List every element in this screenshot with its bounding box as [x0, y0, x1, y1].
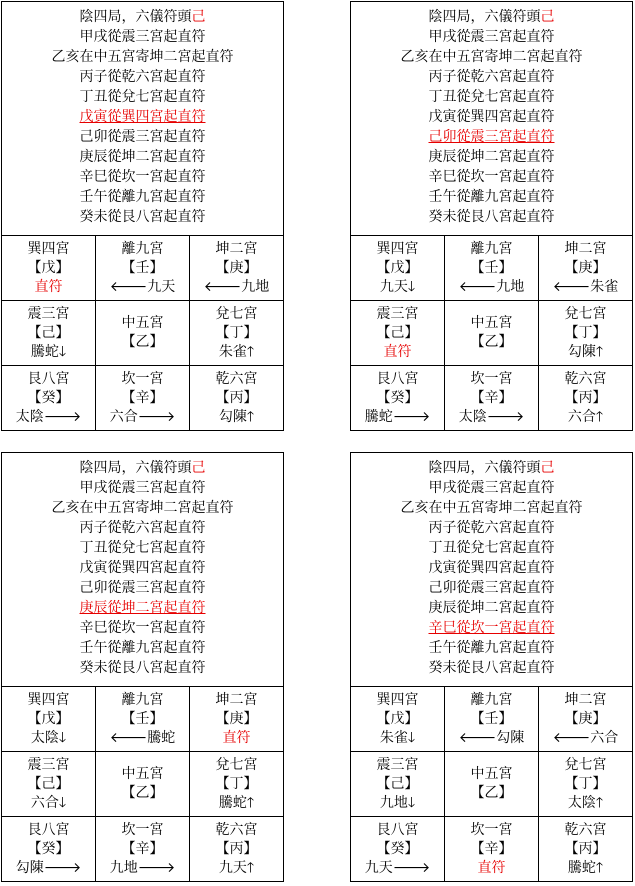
- rule-text: 丙子從乾六宮起直符: [79, 69, 206, 85]
- qimen-chart-panel: [1, 1, 284, 431]
- palace-cell: [190, 817, 283, 881]
- palace-name: 坎一宮: [121, 370, 164, 387]
- palace-cell: [190, 366, 283, 430]
- heaven-stem: 【癸】: [376, 389, 419, 406]
- palace-name: 離九宮: [121, 691, 164, 708]
- palace-cell: [539, 301, 632, 366]
- palace-name: 震三宮: [27, 305, 70, 322]
- rule-text: 丁丑從兌七宮起直符: [428, 540, 555, 556]
- rule-text: 丁丑從兌七宮起直符: [79, 89, 206, 105]
- palace-name: 坤二宮: [564, 691, 607, 708]
- duty-symbol-label: 直符: [477, 859, 506, 876]
- rule-line: [2, 618, 283, 638]
- rule-text: 辛巳從坎一宮起直符: [79, 169, 206, 185]
- duty-symbol-label: 直符: [34, 278, 63, 295]
- heaven-stem: 【辛】: [121, 389, 164, 406]
- palace-name: 坤二宮: [215, 240, 258, 257]
- heaven-stem: 【戊】: [376, 710, 419, 727]
- palace-cell: [190, 752, 283, 817]
- rule-line: [351, 107, 632, 127]
- palace-cell: [2, 236, 96, 301]
- palace-name: 艮八宮: [27, 370, 70, 387]
- spirit-label: 太陰🡒: [458, 408, 525, 425]
- heaven-stem: 【己】: [376, 324, 419, 341]
- palace-name: 兌七宮: [564, 305, 607, 322]
- title-prefix: 陰四局，六儀符頭: [79, 9, 192, 25]
- rule-text: 己卯從震三宮起直符: [79, 580, 206, 596]
- palace-name: 乾六宮: [215, 370, 258, 387]
- spirit-label: 九地🡒: [109, 859, 176, 876]
- rule-line: [2, 147, 283, 167]
- palace-name: 艮八宮: [376, 370, 419, 387]
- rule-text: 丁丑從兌七宮起直符: [79, 540, 206, 556]
- heaven-stem: 【庚】: [215, 259, 258, 276]
- palace-cell: [539, 236, 632, 301]
- title-head-stem: 己: [540, 460, 555, 476]
- chart-title: [2, 7, 283, 27]
- rule-line: [351, 558, 632, 578]
- heaven-stem: 【庚】: [215, 710, 258, 727]
- rule-line: [2, 187, 283, 207]
- heaven-stem: 【丁】: [564, 324, 607, 341]
- spirit-label: 🡐九地: [203, 278, 270, 295]
- spirit-label: 朱雀🡓: [379, 729, 416, 746]
- palace-name: 坎一宮: [121, 821, 164, 838]
- palace-cell: [351, 752, 445, 817]
- spirit-label: 太陰🡓: [30, 729, 67, 746]
- palace-name: 離九宮: [121, 240, 164, 257]
- rule-line: [2, 67, 283, 87]
- title-head-stem: 己: [191, 9, 206, 25]
- palace-cell: [96, 301, 190, 366]
- palace-grid: [351, 687, 632, 881]
- rule-text: 己卯從震三宮起直符: [428, 580, 555, 596]
- rule-line: [2, 558, 283, 578]
- title-head-stem: 己: [191, 460, 206, 476]
- palace-name: 中五宮: [121, 766, 164, 782]
- palace-grid: [351, 236, 632, 430]
- palace-cell: [2, 752, 96, 817]
- rule-text: 丙子從乾六宮起直符: [428, 520, 555, 536]
- chart-title: [2, 458, 283, 478]
- spirit-label: 騰蛇🡑: [218, 794, 255, 811]
- palace-name: 兌七宮: [564, 756, 607, 773]
- rule-text: 戊寅從巽四宮起直符: [428, 109, 555, 125]
- spirit-label: 🡐九天: [109, 278, 176, 295]
- palace-cell: [96, 752, 190, 817]
- palace-name: 離九宮: [470, 691, 513, 708]
- heaven-stem: 【戊】: [27, 710, 70, 727]
- spirit-label: 六合🡑: [567, 408, 604, 425]
- title-head-stem: 己: [540, 9, 555, 25]
- rule-text: 癸未從艮八宮起直符: [428, 660, 555, 676]
- palace-cell: [190, 687, 283, 752]
- rule-line: [351, 638, 632, 658]
- rule-line: [351, 658, 632, 678]
- spirit-label: 🡐騰蛇: [109, 729, 176, 746]
- palace-name: 坎一宮: [470, 370, 513, 387]
- spirit-label: 🡐勾陳: [458, 729, 525, 746]
- palace-name: 巽四宮: [27, 691, 70, 708]
- rule-text: 辛巳從坎一宮起直符: [428, 169, 555, 185]
- heaven-stem: 【乙】: [121, 785, 164, 801]
- rule-line: [2, 538, 283, 558]
- rule-text: 庚辰從坤二宮起直符: [79, 149, 206, 165]
- rule-text: 壬午從離九宮起直符: [428, 640, 555, 656]
- rule-line: [351, 578, 632, 598]
- heaven-stem: 【丙】: [215, 389, 258, 406]
- rule-line: [351, 127, 632, 147]
- palace-cell: [2, 687, 96, 752]
- palace-cell: [2, 817, 96, 881]
- spirit-label: 勾陳🡑: [218, 408, 255, 425]
- rule-line: [2, 578, 283, 598]
- heaven-stem: 【癸】: [376, 840, 419, 857]
- palace-cell: [96, 236, 190, 301]
- palace-name: 兌七宮: [215, 756, 258, 773]
- rule-line: [2, 658, 283, 678]
- rule-line: [351, 538, 632, 558]
- rule-line: [351, 87, 632, 107]
- spirit-label: 九天🡓: [379, 278, 416, 295]
- spirit-label: 太陰🡒: [15, 408, 82, 425]
- palace-cell: [351, 236, 445, 301]
- rule-text: 癸未從艮八宮起直符: [428, 209, 555, 225]
- rule-text: 丙子從乾六宮起直符: [428, 69, 555, 85]
- rule-text: 戊寅從巽四宮起直符: [428, 560, 555, 576]
- palace-grid: [2, 687, 283, 881]
- palace-cell: [445, 301, 539, 366]
- palace-name: 中五宮: [470, 766, 513, 782]
- rule-line: [351, 67, 632, 87]
- palace-cell: [351, 301, 445, 366]
- palace-name: 坤二宮: [564, 240, 607, 257]
- spirit-label: 九地🡓: [379, 794, 416, 811]
- palace-name: 乾六宮: [564, 370, 607, 387]
- highlighted-rule-text: 庚辰從坤二宮起直符: [79, 600, 206, 616]
- heaven-stem: 【戊】: [376, 259, 419, 276]
- rule-line: [2, 87, 283, 107]
- rule-line: [351, 47, 632, 67]
- rule-line: [2, 498, 283, 518]
- heaven-stem: 【壬】: [470, 259, 513, 276]
- palace-name: 中五宮: [470, 315, 513, 331]
- rule-line: [2, 598, 283, 618]
- palace-cell: [539, 752, 632, 817]
- heaven-stem: 【乙】: [470, 785, 513, 801]
- title-prefix: 陰四局，六儀符頭: [428, 9, 541, 25]
- spirit-label: 勾陳🡒: [15, 859, 82, 876]
- heaven-stem: 【乙】: [121, 334, 164, 350]
- palace-cell: [96, 366, 190, 430]
- palace-name: 巽四宮: [376, 691, 419, 708]
- palace-cell: [2, 366, 96, 430]
- rule-line: [351, 518, 632, 538]
- spirit-label: 騰蛇🡑: [567, 859, 604, 876]
- rule-text: 丙子從乾六宮起直符: [79, 520, 206, 536]
- heaven-stem: 【丙】: [564, 389, 607, 406]
- title-prefix: 陰四局，六儀符頭: [79, 460, 192, 476]
- palace-name: 坎一宮: [470, 821, 513, 838]
- heaven-stem: 【己】: [376, 775, 419, 792]
- palace-cell: [351, 366, 445, 430]
- heaven-stem: 【丙】: [215, 840, 258, 857]
- rule-line: [2, 518, 283, 538]
- palace-cell: [539, 817, 632, 881]
- heaven-stem: 【己】: [27, 775, 70, 792]
- heaven-stem: 【戊】: [27, 259, 70, 276]
- heaven-stem: 【癸】: [27, 840, 70, 857]
- rule-text: 乙亥在中五宮寄坤二宮起直符: [400, 49, 583, 65]
- palace-name: 中五宮: [121, 315, 164, 331]
- chart-title: [351, 7, 632, 27]
- rule-line: [351, 167, 632, 187]
- palace-name: 震三宮: [27, 756, 70, 773]
- palace-grid: [2, 236, 283, 430]
- palace-cell: [96, 817, 190, 881]
- palace-cell: [445, 817, 539, 881]
- palace-name: 乾六宮: [564, 821, 607, 838]
- rule-text: 甲戌從震三宮起直符: [428, 480, 555, 496]
- heaven-stem: 【庚】: [564, 259, 607, 276]
- palace-name: 震三宮: [376, 305, 419, 322]
- panel-header: [2, 2, 283, 236]
- rule-line: [2, 127, 283, 147]
- rule-text: 癸未從艮八宮起直符: [79, 660, 206, 676]
- rule-text: 庚辰從坤二宮起直符: [428, 149, 555, 165]
- rule-line: [351, 187, 632, 207]
- rule-text: 辛巳從坎一宮起直符: [79, 620, 206, 636]
- palace-cell: [445, 752, 539, 817]
- rule-line: [351, 27, 632, 47]
- highlighted-rule-text: 辛巳從坎一宮起直符: [428, 620, 555, 636]
- spirit-label: 九天🡑: [218, 859, 255, 876]
- spirit-label: 騰蛇🡓: [30, 343, 67, 360]
- heaven-stem: 【辛】: [121, 840, 164, 857]
- rule-text: 甲戌從震三宮起直符: [428, 29, 555, 45]
- palace-cell: [539, 366, 632, 430]
- spirit-label: 六合🡒: [109, 408, 176, 425]
- rule-text: 癸未從艮八宮起直符: [79, 209, 206, 225]
- spirit-label: 朱雀🡑: [218, 343, 255, 360]
- rule-text: 丁丑從兌七宮起直符: [428, 89, 555, 105]
- rule-line: [351, 598, 632, 618]
- rule-text: 己卯從震三宮起直符: [79, 129, 206, 145]
- heaven-stem: 【庚】: [564, 710, 607, 727]
- heaven-stem: 【丁】: [564, 775, 607, 792]
- spirit-label: 九天🡒: [364, 859, 431, 876]
- spirit-label: 🡐九地: [458, 278, 525, 295]
- heaven-stem: 【辛】: [470, 389, 513, 406]
- rule-text: 壬午從離九宮起直符: [79, 189, 206, 205]
- panel-header: [2, 453, 283, 687]
- palace-name: 艮八宮: [27, 821, 70, 838]
- palace-cell: [2, 301, 96, 366]
- spirit-label: 勾陳🡑: [567, 343, 604, 360]
- qimen-chart-panel: [350, 1, 633, 431]
- rule-text: 戊寅從巽四宮起直符: [79, 560, 206, 576]
- rule-text: 壬午從離九宮起直符: [428, 189, 555, 205]
- rule-line: [351, 498, 632, 518]
- qimen-chart-panel: [1, 452, 284, 882]
- rule-text: 乙亥在中五宮寄坤二宮起直符: [51, 500, 234, 516]
- duty-symbol-label: 直符: [222, 729, 251, 746]
- heaven-stem: 【辛】: [470, 840, 513, 857]
- palace-name: 坤二宮: [215, 691, 258, 708]
- rule-line: [2, 27, 283, 47]
- chart-title: [351, 458, 632, 478]
- rule-text: 乙亥在中五宮寄坤二宮起直符: [51, 49, 234, 65]
- panel-header: [351, 2, 632, 236]
- palace-name: 艮八宮: [376, 821, 419, 838]
- highlighted-rule-text: 己卯從震三宮起直符: [428, 129, 555, 145]
- heaven-stem: 【丁】: [215, 775, 258, 792]
- palace-name: 離九宮: [470, 240, 513, 257]
- palace-name: 乾六宮: [215, 821, 258, 838]
- spirit-label: 騰蛇🡒: [364, 408, 431, 425]
- rule-line: [351, 207, 632, 227]
- heaven-stem: 【乙】: [470, 334, 513, 350]
- rule-text: 乙亥在中五宮寄坤二宮起直符: [400, 500, 583, 516]
- palace-cell: [351, 817, 445, 881]
- rule-line: [2, 638, 283, 658]
- rule-line: [351, 478, 632, 498]
- palace-cell: [96, 687, 190, 752]
- heaven-stem: 【丙】: [564, 840, 607, 857]
- rule-line: [351, 618, 632, 638]
- palace-name: 巽四宮: [376, 240, 419, 257]
- title-prefix: 陰四局，六儀符頭: [428, 460, 541, 476]
- palace-cell: [351, 687, 445, 752]
- palace-name: 兌七宮: [215, 305, 258, 322]
- rule-line: [2, 47, 283, 67]
- rule-line: [2, 107, 283, 127]
- rule-text: 甲戌從震三宮起直符: [79, 29, 206, 45]
- duty-symbol-label: 直符: [383, 343, 412, 360]
- panel-header: [351, 453, 632, 687]
- heaven-stem: 【壬】: [121, 710, 164, 727]
- palace-name: 巽四宮: [27, 240, 70, 257]
- rule-line: [351, 147, 632, 167]
- heaven-stem: 【癸】: [27, 389, 70, 406]
- heaven-stem: 【丁】: [215, 324, 258, 341]
- rule-text: 壬午從離九宮起直符: [79, 640, 206, 656]
- palace-cell: [190, 236, 283, 301]
- spirit-label: 🡐六合: [552, 729, 619, 746]
- palace-cell: [539, 687, 632, 752]
- spirit-label: 六合🡓: [30, 794, 67, 811]
- heaven-stem: 【壬】: [121, 259, 164, 276]
- rule-text: 甲戌從震三宮起直符: [79, 480, 206, 496]
- highlighted-rule-text: 戊寅從巽四宮起直符: [79, 109, 206, 125]
- qimen-chart-panel: [350, 452, 633, 882]
- rule-line: [2, 167, 283, 187]
- palace-cell: [445, 366, 539, 430]
- palace-cell: [190, 301, 283, 366]
- rule-line: [2, 207, 283, 227]
- heaven-stem: 【壬】: [470, 710, 513, 727]
- palace-cell: [445, 687, 539, 752]
- palace-name: 震三宮: [376, 756, 419, 773]
- spirit-label: 太陰🡑: [567, 794, 604, 811]
- heaven-stem: 【己】: [27, 324, 70, 341]
- rule-text: 庚辰從坤二宮起直符: [428, 600, 555, 616]
- rule-line: [2, 478, 283, 498]
- spirit-label: 🡐朱雀: [552, 278, 619, 295]
- palace-cell: [445, 236, 539, 301]
